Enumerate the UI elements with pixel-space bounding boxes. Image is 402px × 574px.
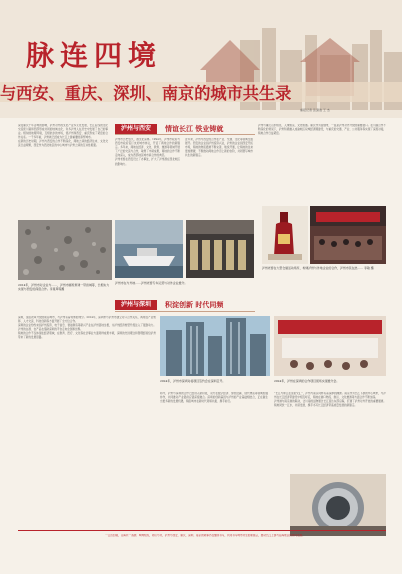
section2-text-b: 如今，泸州与深圳的合作已经进入新阶段，双方在数字经济、绿色低碳、现代物流等领域加强协作，共同推动产业链供应链深度融合。深圳的创新基因与泸州的产业基础相结合，正在催生出更多新的发展机遇，两座城市在新时代同频共振、携手前行。 bbox=[160, 392, 268, 404]
section2-text-a: 深圳，这座改革开放的前沿城市，与泸州有着特殊的缘分。2014年，深圳市与泸州市建立对口合作关系，两地在产业转移、人才交流、科技创新等方面开展了全方位合作。 深圳的企业纷纷来到泸州投资，电子信息、智能制造等新兴产业在泸州落地生根，为泸州经济转型升级注入了强劲动力。泸州的白酒、农产品也借助深圳的平台走向全国和世界。 两地的合作不仅体现在经济领域，在教育、医疗、文化等社会事业方面同样成果丰硕，深圳的先进理念和管理经验给泸州带来了新的发展思路。 bbox=[18, 316, 156, 340]
footer-text: 一江连四境，山海共一条脉；城城相连，命运与共，泸州与西安、重庆、深圳、南京的故事仍在继续书写，共同书写城市共生的新篇章，推动长江上游与沿海地区的协同发展。 bbox=[105, 534, 305, 537]
section2-bar: 泸州与深圳 bbox=[115, 300, 157, 310]
caption-exhibition: 2024年，泸州在深圳的合作项目现场实现推介会。 bbox=[274, 379, 340, 383]
section2-text-c: “长江与珠江在这里交汇”，泸州与南京同样有着深厚的渊源。南京作为长江下游的中心城市，与泸州在长江经济带建设中相互呼应，两地在港口物流、航运、文化旅游等方面合作不断加深。 泸州港与南京港的联动，让川南的货物通过长江直达东部沿海，打通了泸州对外开放的重要通道。两地同饮一江水，共谋发展，携手书写长江经济带高质量发展的新篇章。 bbox=[274, 392, 386, 408]
masthead-big-title: 脉连四境 bbox=[26, 39, 163, 72]
photo-tunnel bbox=[290, 474, 386, 536]
section1-title: 情谊长江 铁业铸就 bbox=[165, 124, 224, 133]
photo-boat bbox=[115, 220, 183, 278]
photo-exhibition bbox=[274, 316, 386, 376]
intro-text: 深受重庆千年古城的影响，泸州对外的文化产业多元化发展，长江沿线的文化交流使川南和西部形成共同的地域文化，许多泸州人在历史中发展了自己的事业。相似的地理环境，互相依存的市场，使泸州和西安、重庆形成了紧密的合作关系。一千多年前，泸州就已经成为长江上游重要的商贸城市。 在新的历史时期，泸州与西安的合作不断深化，两地之间的经济往来、文化交流日益频繁，西安作为西北地区的中心城市与泸州之间的互补性极强。 bbox=[18, 124, 108, 148]
caption-boat: 泸州市在与外地……泸州老窖专车运营与对外企业推介。 bbox=[115, 281, 188, 285]
masthead bbox=[0, 0, 402, 118]
caption-skyscrapers: 2024年，泸州市深圳对接项目签约会在深圳召开。 bbox=[160, 379, 226, 383]
photo-skyscrapers bbox=[160, 316, 270, 376]
footer-rule bbox=[18, 530, 386, 531]
photo-granite bbox=[18, 220, 112, 280]
caption-granite: 2014年，泸州市对企业与……，泸州市邮轮再建一带首城等，长相实力实现与西安的深度合作。李星辉等摄 bbox=[18, 283, 110, 292]
section2-header bbox=[115, 300, 255, 310]
section2-title: 积淀创新 时代同频 bbox=[165, 300, 224, 309]
section1-text-b: 近年来，泸州与西安的合作在产业、交通、文化等领域全面展开。西安的企业到泸州投资兴业，泸州的企业到西安开拓市场，两地的物流通道不断完善，航线开通，让两地的往来更加便捷，不断推动两地合作迈上新的台阶，共同谱写城市共生的新篇章。 bbox=[185, 138, 253, 158]
section1-text-c: 泸州与重庆山水相连，人缘相亲，文化相通。重庆作为直辖市，一直是泸州对外开放的重要窗口。在川渝合作不断深化的背景下，泸州积极融入成渝地区双城经济圈建设，与重庆的交通、产业、公共服务等实现了深度对接，两地合作日益紧密。 bbox=[258, 124, 386, 136]
section1-header bbox=[115, 124, 255, 134]
byline: 重报记者 张潇逸 王 杰 bbox=[300, 108, 330, 112]
section2-rule bbox=[115, 311, 255, 312]
caption-event: 泸州老窖在大型仓储活动场所，构建泸州与外地企业的合作，泸州市民在此…… 李敏 摄 bbox=[262, 266, 374, 270]
photo-event-hall bbox=[310, 206, 386, 264]
photo-wine-bottle bbox=[262, 206, 308, 264]
photo-warehouse bbox=[186, 220, 254, 278]
section1-rule bbox=[115, 134, 255, 135]
masthead-subtitle: 与西安、重庆、深圳、南京的城市共生录 bbox=[0, 84, 292, 103]
section1-text-a: 泸州市历史悠久，酒文化深厚。1994年，泸州市政府与西安市政府签订友好城市协议，开启了两地合作的新篇章。多年来，两地在经济、文化、教育、旅游等领域开展了广泛的交流与合作，取得了丰硕成果，两地的合作不断走向深入，成为西部地区城市间合作的典范。 泸州老窖在西安设立了办事处，扩大了泸州酒在西北地区的影响力。 bbox=[115, 138, 180, 166]
section1-bar: 泸州与西安 bbox=[115, 124, 157, 134]
